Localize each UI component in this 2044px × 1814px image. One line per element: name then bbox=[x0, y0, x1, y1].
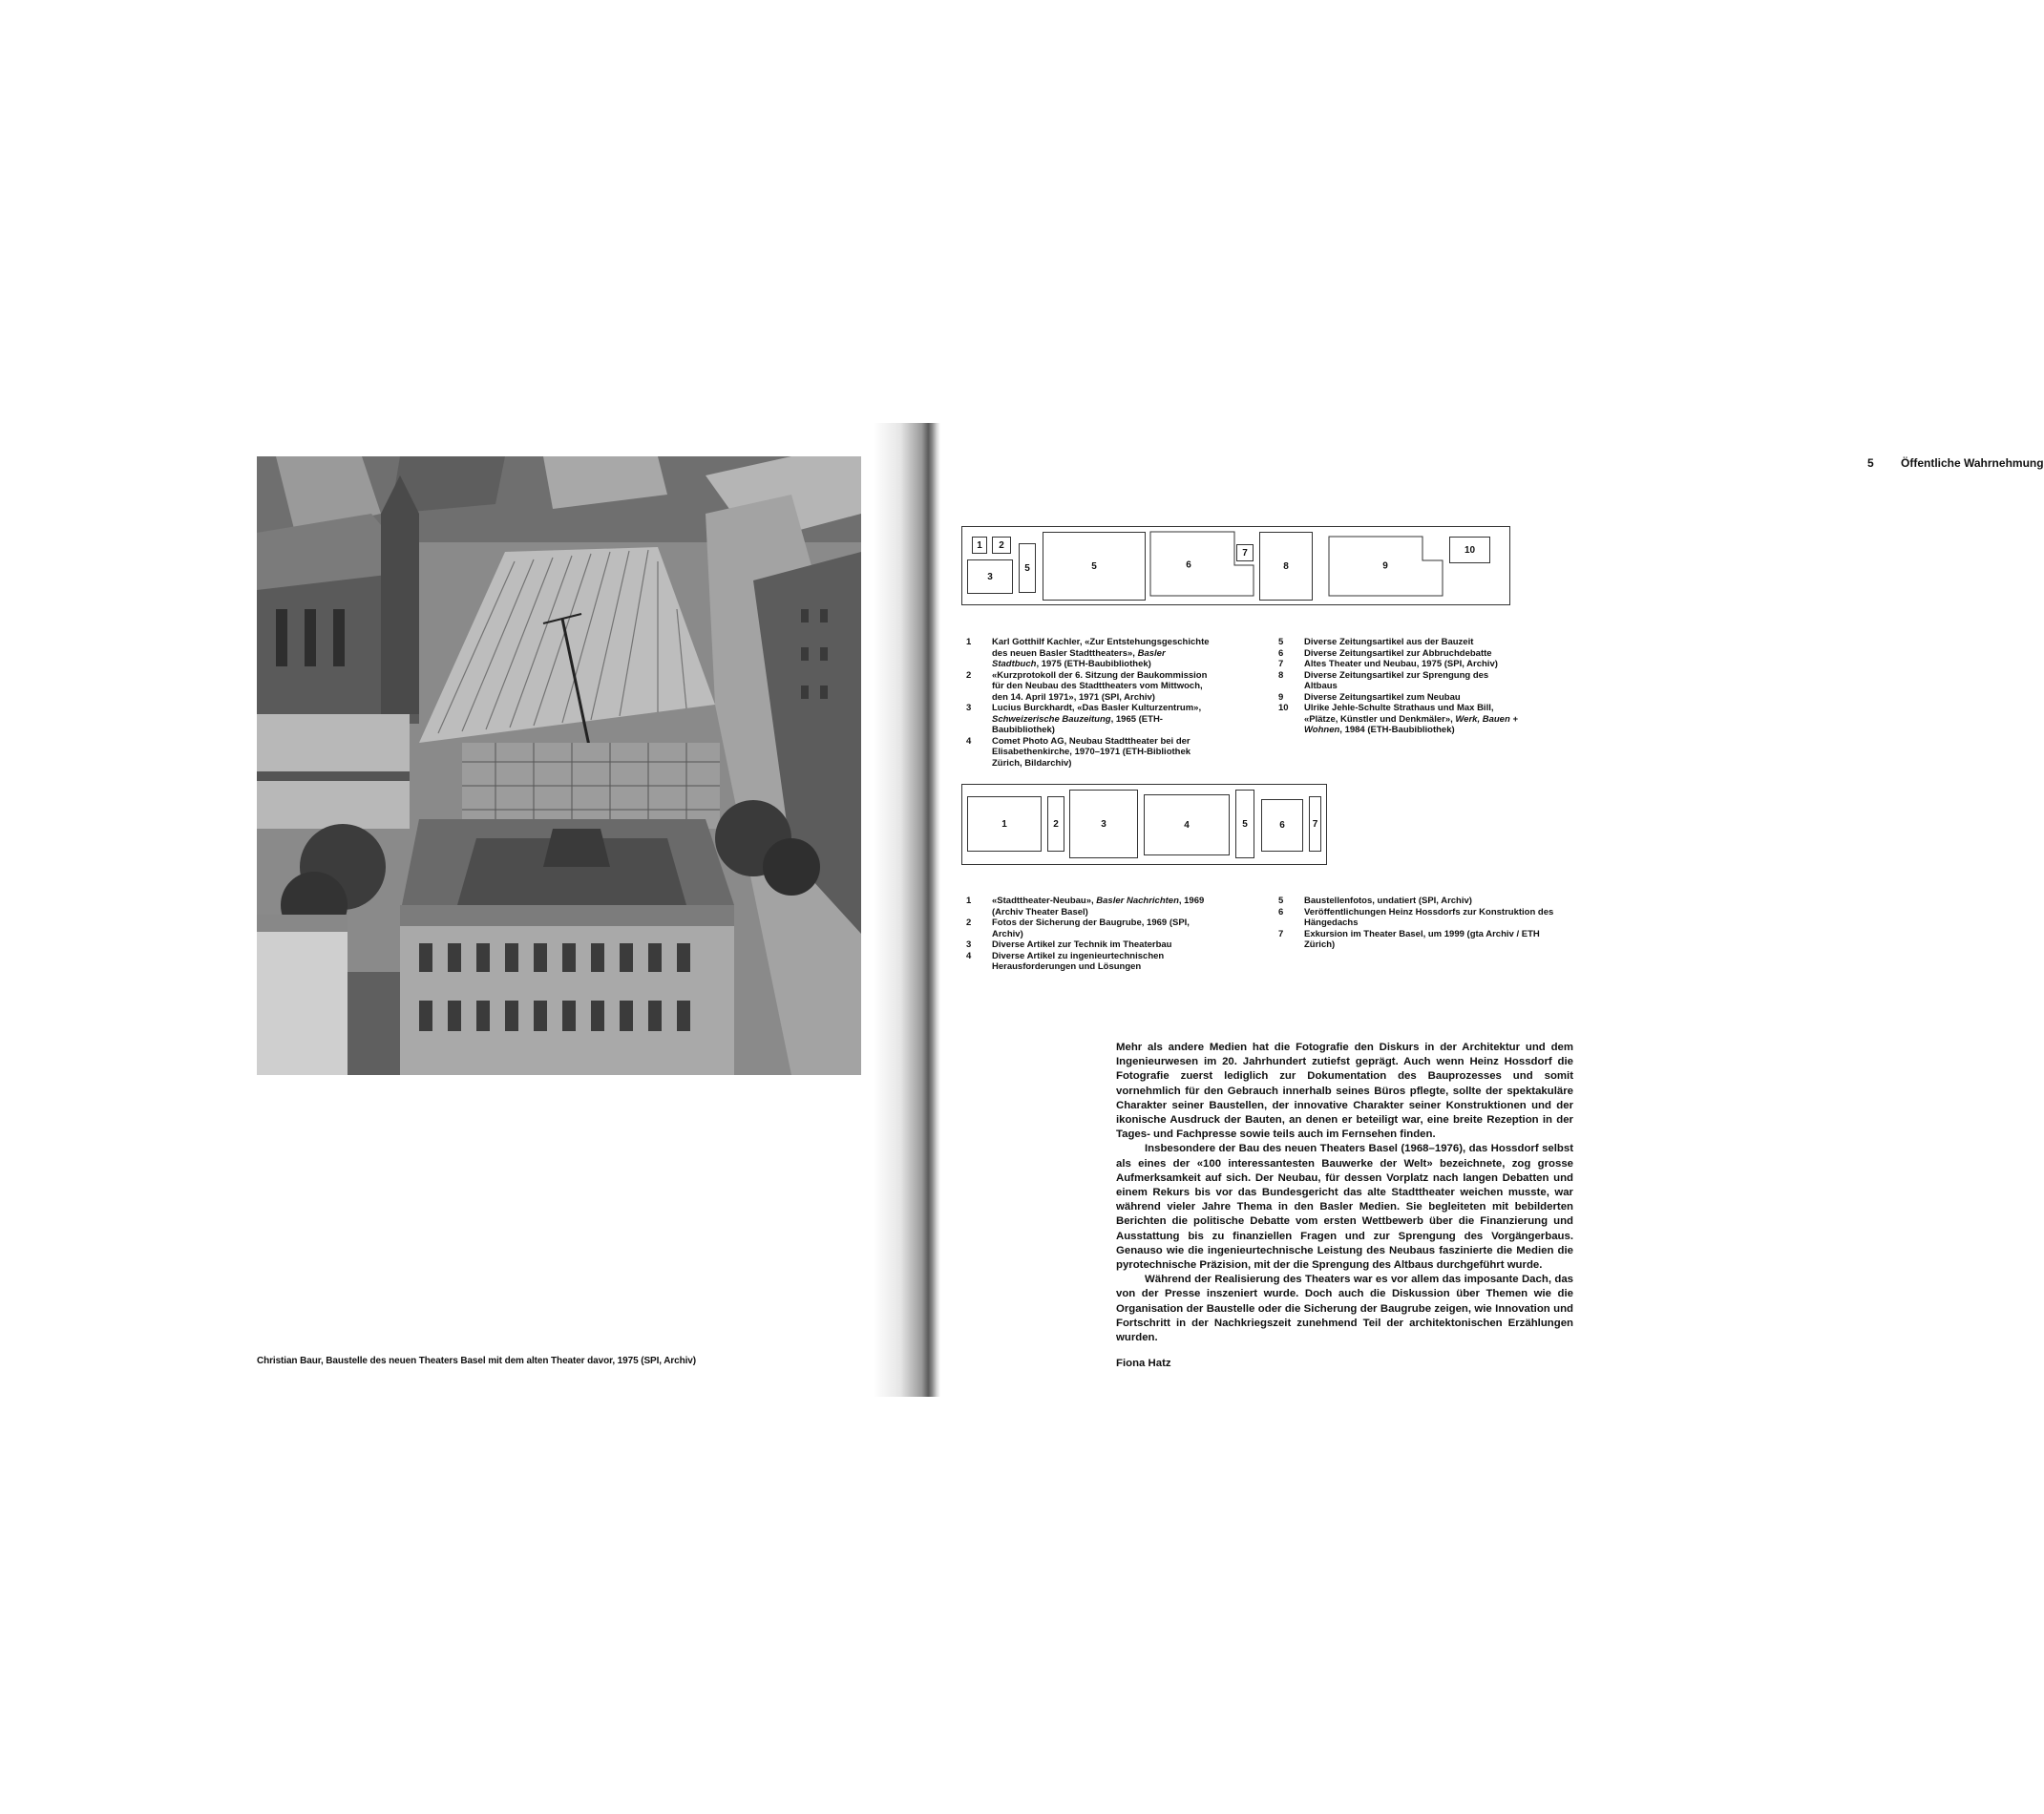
diagram-top-box-4: 5 bbox=[1019, 543, 1036, 593]
legend-entry bbox=[1278, 692, 1522, 704]
legend-entry-number: 8 bbox=[1278, 669, 1284, 681]
legend-entry-text: Basler Nachrichten bbox=[1096, 896, 1179, 906]
legend-entry-text: Ulrike Jehle-Schulte Strathaus und Max Bill, «Plätze, Künstler und Denkmäler», bbox=[1304, 703, 1494, 725]
legend-entry-text: Diverse Artikel zur Technik im Theaterbau bbox=[992, 939, 1172, 950]
legend-entry-number: 5 bbox=[1278, 896, 1284, 906]
essay-paragraph-3: Während der Realisierung des Theaters war es vor allem das imposante Dach, das von der Presse inszeniert wurde. Doch auch die Diskussion über Themen wie die Organisation der Baustelle oder die Sicherung der Baugrube zeigen, wie Innovation und Fortschritt in der Nachkriegszeit zunehmend Teil der architektonischen Erzählungen wurden. bbox=[1116, 1274, 1573, 1344]
legend-entry-text: , 1984 (ETH-Baubibliothek) bbox=[1339, 725, 1455, 735]
legend-entry-number: 2 bbox=[966, 669, 972, 681]
legend-entry-number: 7 bbox=[1278, 928, 1284, 939]
legend-entry-text: Schweizerische Bauzeitung bbox=[992, 713, 1111, 725]
essay-paragraph-1: Mehr als andere Medien hat die Fotografie den Diskurs in der Architektur und dem Ingenieurwesen im 20. Jahrhundert zutiefst geprägt. Auch wenn Heinz Hossdorf die Fotografie zuerst lediglich zur Dokumentation des Bauprozesses und somit vornehmlich für den Gebrauch innerhalb seines Büros pflegte, sollte der spektakuläre Charakter seiner Baustellen, der innovative Charakter seiner Konstruktionen und der ikonische Ausdruck der Bauten, an denen er beteiligt war, eine breite Rezeption in der Tages- und Fachpresse sowie teils auch im Fernsehen finden. bbox=[1116, 1042, 1573, 1141]
diagram-top-box-5: 5 bbox=[1043, 532, 1146, 601]
diagram-top-box-7: 7 bbox=[1236, 544, 1254, 561]
legend-entry-text: Diverse Zeitungsartikel zur Sprengung des Altbaus bbox=[1304, 669, 1489, 691]
legend-bottom-left bbox=[966, 896, 1210, 973]
diagram-top-box-2: 2 bbox=[992, 537, 1011, 554]
legend-entry-number: 4 bbox=[966, 735, 972, 747]
legend-entry bbox=[966, 736, 1210, 770]
legend-entry-text: «Kurzprotokoll der 6. Sitzung der Baukommission für den Neubau des Stadttheaters vom Mittwoch, den 14. April 1971», 1971 (SPI, Archiv) bbox=[992, 669, 1208, 703]
layout-diagram-top bbox=[961, 526, 1510, 605]
legend-bottom-right bbox=[1278, 896, 1565, 951]
legend-entry bbox=[1278, 637, 1522, 648]
legend-entry-number: 9 bbox=[1278, 691, 1284, 703]
legend-entry-number: 1 bbox=[966, 637, 972, 647]
legend-entry-number: 1 bbox=[966, 896, 972, 906]
legend-entry-text: Baustellenfotos, undatiert (SPI, Archiv) bbox=[1304, 896, 1472, 906]
legend-entry-number: 6 bbox=[1278, 647, 1284, 659]
layout-diagram-bottom bbox=[961, 784, 1327, 865]
legend-entry-number: 6 bbox=[1278, 906, 1284, 918]
legend-entry-number: 7 bbox=[1278, 659, 1284, 669]
legend-entry bbox=[1278, 648, 1522, 660]
legend-entry-text: Karl Gotthilf Kachler, «Zur Entstehungsgeschichte des neuen Basler Stadttheaters», bbox=[992, 637, 1210, 659]
diagram-bottom-box-6: 6 bbox=[1261, 799, 1303, 852]
legend-entry-text: Diverse Zeitungsartikel aus der Bauzeit bbox=[1304, 637, 1474, 647]
construction-site-photo bbox=[257, 456, 861, 1075]
diagram-top-box-3: 3 bbox=[967, 559, 1013, 594]
diagram-top-box-6: 6 bbox=[1186, 559, 1191, 571]
legend-entry-text: Basler Stadtbuch bbox=[992, 647, 1166, 669]
diagram-bottom-box-3: 3 bbox=[1069, 790, 1138, 858]
legend-entry bbox=[1278, 907, 1565, 929]
legend-entry-text: Fotos der Sicherung der Baugrube, 1969 (SPI, Archiv) bbox=[992, 918, 1190, 939]
legend-entry-text: Diverse Zeitungsartikel zum Neubau bbox=[1304, 691, 1461, 703]
legend-entry-number: 10 bbox=[1278, 703, 1289, 713]
legend-entry bbox=[1278, 896, 1565, 907]
diagram-bottom-box-1: 1 bbox=[967, 796, 1042, 852]
legend-top-right bbox=[1278, 637, 1522, 736]
essay-paragraph-2: Insbesondere der Bau des neuen Theaters Basel (1968–1976), das Hossdorf selbst als eines der «100 interessantesten Bauwerke der Welt» bezeichnete, zog grosse Aufmerksamkeit auf sich. Der Neubau, für dessen Vorplatz nach langen Debatten und einem Rekurs bis vor das Bundesgericht das alte Stadttheater weichen musste, war während vieler Jahre Thema in den Basler Medien. Sie begleiteten mit bebilderten Berichten die politische Debatte vom ersten Wettbewerb über die Finanzierung und Ausstattung bis zu finanziellen Fragen und zur Sprengung des Vorgängerbaus. Genauso wie die ingenieurtechnische Leistung des Neubaus faszinierte die Medien die pyrotechnische Präzision, mit der die Sprengung des Altbaus durchgeführt wurde. bbox=[1116, 1143, 1573, 1272]
essay-text bbox=[1116, 1041, 1573, 1345]
diagram-top-box-1: 1 bbox=[972, 537, 987, 554]
legend-entry bbox=[966, 896, 1210, 918]
legend-entry-text: Altes Theater und Neubau, 1975 (SPI, Archiv) bbox=[1304, 659, 1498, 669]
diagram-bottom-box-4: 4 bbox=[1144, 794, 1230, 855]
section-number: 5 bbox=[1867, 456, 1874, 470]
legend-entry bbox=[1278, 929, 1565, 951]
left-page bbox=[0, 0, 907, 1814]
legend-entry bbox=[966, 951, 1210, 973]
diagram-bottom-box-2: 2 bbox=[1047, 796, 1064, 852]
legend-entry-text: , 1965 (ETH-Baubibliothek) bbox=[992, 713, 1163, 735]
legend-entry bbox=[1278, 703, 1522, 736]
legend-entry-number: 5 bbox=[1278, 637, 1284, 647]
legend-entry-text: Diverse Zeitungsartikel zur Abbruchdebatte bbox=[1304, 647, 1492, 659]
legend-entry-text: Exkursion im Theater Basel, um 1999 (gta Archiv / ETH Zürich) bbox=[1304, 928, 1540, 950]
legend-entry bbox=[966, 703, 1210, 736]
legend-entry-number: 4 bbox=[966, 950, 972, 961]
legend-entry-text: Veröffentlichungen Heinz Hossdorfs zur Konstruktion des Hängedachs bbox=[1304, 906, 1554, 928]
legend-entry-text: Comet Photo AG, Neubau Stadttheater bei der Elisabethenkirche, 1970–1971 (ETH-Bibliothek Zürich, Bildarchiv) bbox=[992, 735, 1191, 769]
legend-entry-number: 3 bbox=[966, 703, 972, 713]
legend-entry-number: 2 bbox=[966, 918, 972, 928]
essay-author: Fiona Hatz bbox=[1116, 1358, 1171, 1369]
photo-caption: Christian Baur, Baustelle des neuen Theaters Basel mit dem alten Theater davor, 1975 (SPI, Archiv) bbox=[257, 1356, 696, 1366]
diagram-top-box-8: 8 bbox=[1259, 532, 1313, 601]
legend-entry-text: , 1975 (ETH-Baubibliothek) bbox=[1036, 659, 1151, 669]
diagram-bottom-box-5: 5 bbox=[1235, 790, 1254, 858]
legend-entry-text: Werk, Bauen + Wohnen bbox=[1304, 713, 1518, 735]
section-title: Öffentliche Wahrnehmung bbox=[1901, 456, 2044, 470]
right-page bbox=[907, 0, 2044, 1814]
legend-entry bbox=[966, 918, 1210, 939]
legend-entry bbox=[966, 670, 1210, 704]
diagram-top-box-10: 10 bbox=[1449, 537, 1490, 563]
diagram-top-box-9: 9 bbox=[1382, 560, 1388, 572]
legend-entry-number: 3 bbox=[966, 939, 972, 950]
legend-entry-text: «Stadttheater-Neubau», bbox=[992, 896, 1097, 906]
legend-top-left bbox=[966, 637, 1210, 769]
legend-entry-text: , 1969 (Archiv Theater Basel) bbox=[992, 896, 1205, 918]
diagram-bottom-box-7: 7 bbox=[1309, 796, 1321, 852]
legend-entry-text: Diverse Artikel zu ingenieurtechnischen Herausforderungen und Lösungen bbox=[992, 950, 1165, 972]
legend-entry bbox=[1278, 670, 1522, 692]
legend-entry bbox=[966, 939, 1210, 951]
legend-entry bbox=[1278, 659, 1522, 670]
legend-entry bbox=[966, 637, 1210, 670]
legend-entry-text: Lucius Burckhardt, «Das Basler Kulturzentrum», bbox=[992, 703, 1202, 713]
